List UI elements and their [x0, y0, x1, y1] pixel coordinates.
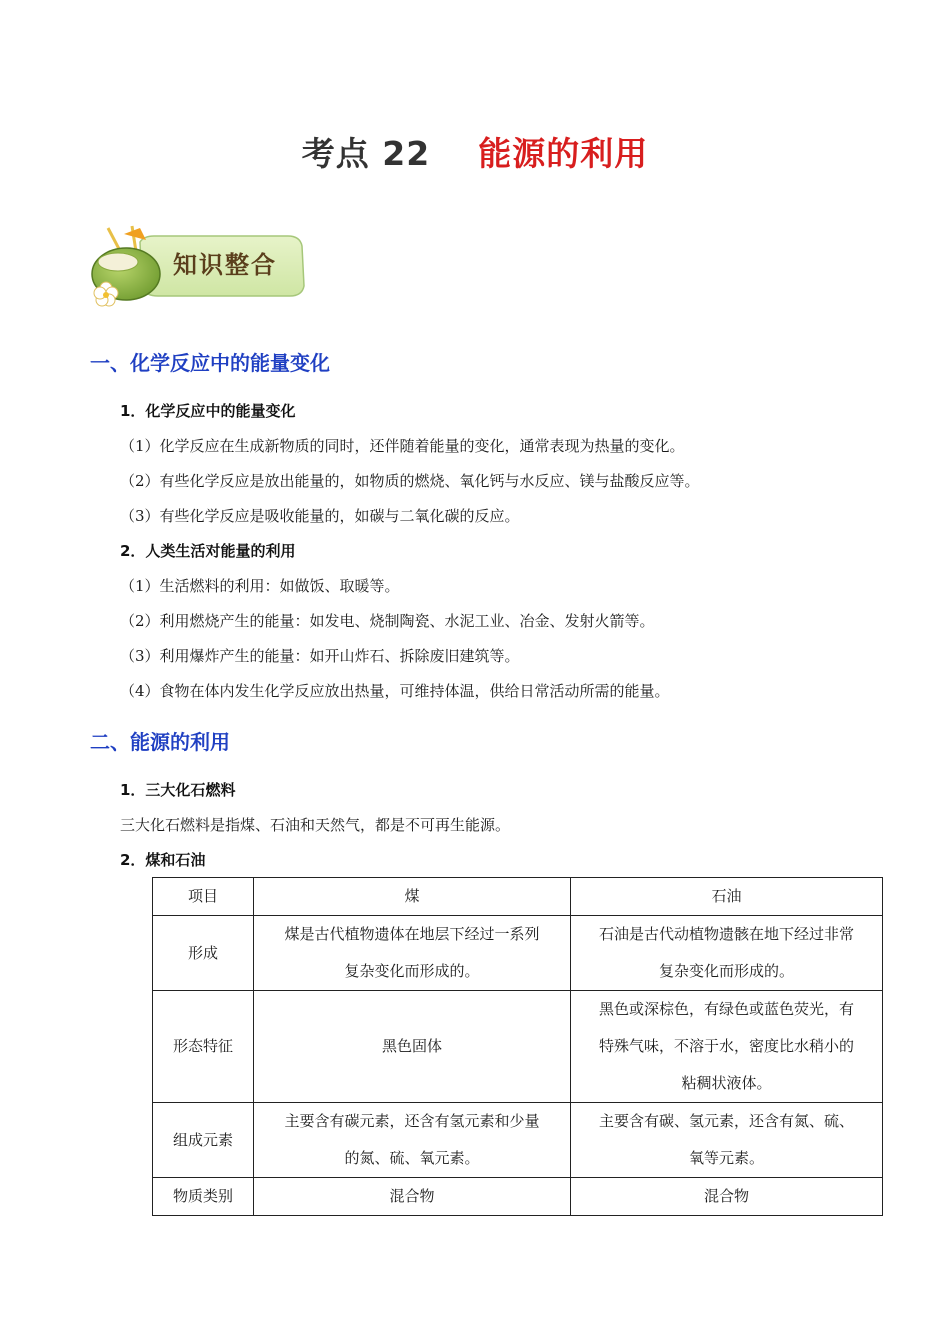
table-header-row	[153, 878, 883, 916]
knowledge-banner	[88, 224, 310, 310]
table-row	[153, 1178, 883, 1216]
coal-cell: 黑色固体	[254, 991, 571, 1103]
coal-oil-table	[152, 877, 883, 1216]
coal-cell: 主要含有碳元素，还含有氢元素和少量 的氮、硫、氧元素。	[254, 1103, 571, 1178]
table-header-cell: 项目	[153, 878, 254, 916]
table-row	[153, 991, 883, 1103]
subsection-heading: 1．三大化石燃料	[120, 781, 236, 799]
paragraph: （1）化学反应在生成新物质的同时，还伴随着能量的变化，通常表现为热量的变化。	[120, 437, 685, 455]
title-main: 能源的利用	[478, 134, 649, 173]
paragraph: 三大化石燃料是指煤、石油和天然气，都是不可再生能源。	[120, 816, 511, 834]
row-label: 形成	[153, 916, 254, 991]
table-header-cell: 石油	[571, 878, 883, 916]
paragraph: （3）利用爆炸产生的能量：如开山炸石、拆除废旧建筑等。	[120, 647, 520, 665]
paragraph: （1）生活燃料的利用：如做饭、取暖等。	[120, 577, 400, 595]
row-label: 组成元素	[153, 1103, 254, 1178]
oil-cell: 混合物	[571, 1178, 883, 1216]
paragraph: （2）利用燃烧产生的能量：如发电、烧制陶瓷、水泥工业、冶金、发射火箭等。	[120, 612, 655, 630]
table-header-cell: 煤	[254, 878, 571, 916]
oil-cell: 主要含有碳、氢元素，还含有氮、硫、 氧等元素。	[571, 1103, 883, 1178]
subsection-heading: 1．化学反应中的能量变化	[120, 402, 296, 420]
oil-cell: 石油是古代动植物遗骸在地下经过非常 复杂变化而形成的。	[571, 916, 883, 991]
paragraph: （2）有些化学反应是放出能量的，如物质的燃烧、氧化钙与水反应、镁与盐酸反应等。	[120, 472, 700, 490]
table-row	[153, 916, 883, 991]
subsection-heading: 2．人类生活对能量的利用	[120, 542, 296, 560]
row-label: 形态特征	[153, 991, 254, 1103]
table-row	[153, 1103, 883, 1178]
coal-cell: 煤是古代植物遗体在地层下经过一系列 复杂变化而形成的。	[254, 916, 571, 991]
page-title	[0, 128, 950, 175]
paragraph: （3）有些化学反应是吸收能量的，如碳与二氧化碳的反应。	[120, 507, 520, 525]
subsection-heading: 2．煤和石油	[120, 851, 206, 869]
section-heading: 一、化学反应中的能量变化	[90, 351, 330, 375]
oil-cell: 黑色或深棕色，有绿色或蓝色荧光，有 特殊气味，不溶于水，密度比水稍小的 粘稠状液体。	[571, 991, 883, 1103]
banner-label: 知识整合	[173, 251, 277, 279]
section-heading: 二、能源的利用	[90, 730, 230, 754]
coal-cell: 混合物	[254, 1178, 571, 1216]
paragraph: （4）食物在体内发生化学反应放出热量，可维持体温，供给日常活动所需的能量。	[120, 682, 670, 700]
title-prefix: 考点 22	[301, 134, 431, 173]
row-label: 物质类别	[153, 1178, 254, 1216]
